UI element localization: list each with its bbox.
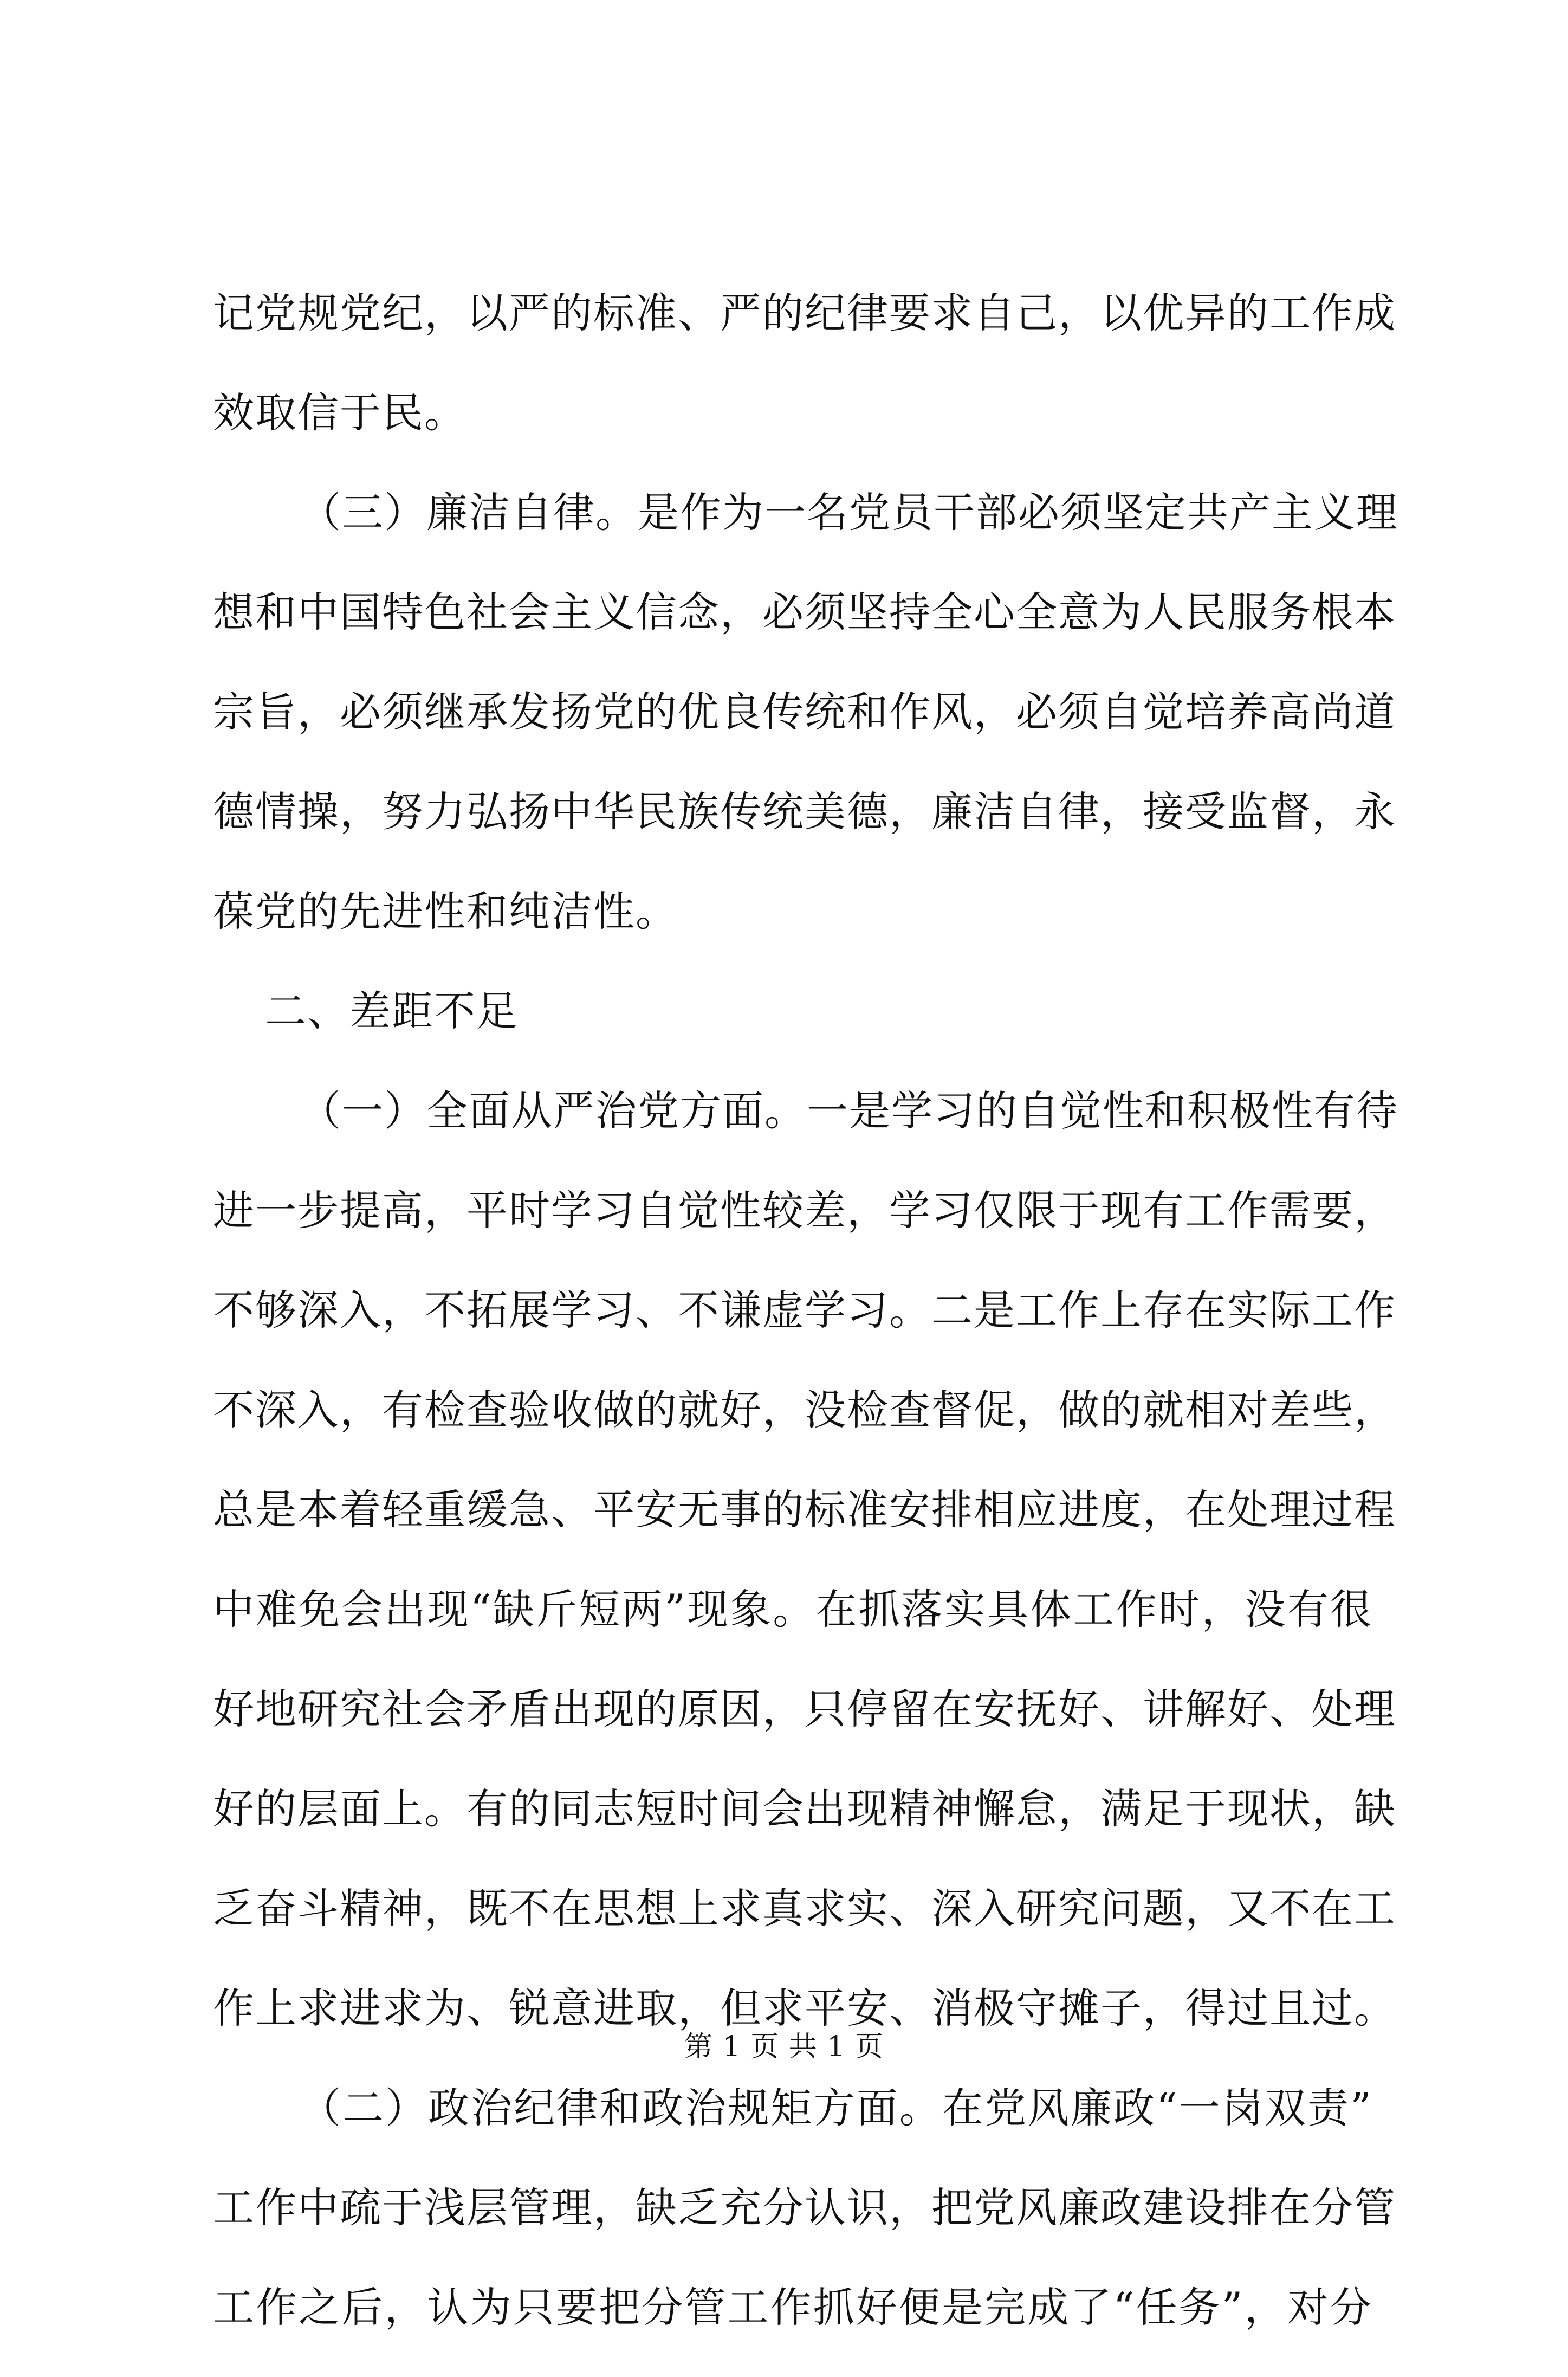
text-line: 二、差距不足	[265, 987, 519, 1035]
text-line: 记党规党纪，以严的标准、严的纪律要求自己，以优异的工作成	[213, 289, 1396, 337]
text-line: 进一步提高，平时学习自觉性较差，学习仅限于现有工作需要，	[213, 1186, 1396, 1235]
text-line: 工作中疏于浅层管理，缺乏充分认识，把党风廉政建设排在分管	[213, 2184, 1396, 2232]
text-line: （三）廉洁自律。是作为一名党员干部必须坚定共产主义理	[300, 488, 1398, 537]
text-line: 宗旨，必须继承发扬党的优良传统和作风，必须自觉培养高尚道	[213, 688, 1396, 736]
text-line: 效取信于民。	[213, 389, 466, 437]
text-line: 不深入，有检查验收做的就好，没检查督促，做的就相对差些，	[213, 1386, 1396, 1434]
text-line: 好的层面上。有的同志短时间会出现精神懈怠，满足于现状，缺	[213, 1785, 1396, 1833]
text-line: （一）全面从严治党方面。一是学习的自觉性和积极性有待	[300, 1087, 1398, 1135]
text-line: 工作之后，认为只要把分管工作抓好便是完成了“任务”，对分	[213, 2283, 1372, 2331]
text-line: 好地研究社会矛盾出现的原因，只停留在安抚好、讲解好、处理	[213, 1685, 1396, 1733]
text-line: 中难免会出现“缺斤短两”现象。在抓落实具体工作时，没有很	[213, 1585, 1372, 1633]
text-line: 想和中国特色社会主义信念，必须坚持全心全意为人民服务根本	[213, 588, 1396, 636]
page-footer: 第 1 页 共 1 页	[684, 2031, 884, 2063]
text-line: 葆党的先进性和纯洁性。	[213, 887, 678, 935]
text-line: 不够深入，不拓展学习、不谦虚学习。二是工作上存在实际工作	[213, 1286, 1396, 1334]
text-line: （二）政治纪律和政治规矩方面。在党风廉政“一岗双责”	[300, 2084, 1372, 2132]
text-line: 作上求进求为、锐意进取，但求平安、消极守摊子，得过且过。	[213, 1984, 1396, 2032]
text-line: 总是本着轻重缓急、平安无事的标准安排相应进度，在处理过程	[213, 1485, 1396, 1534]
text-line: 乏奋斗精神，既不在思想上求真求实、深入研究问题，又不在工	[213, 1884, 1396, 1933]
text-line: 德情操，努力弘扬中华民族传统美德，廉洁自律，接受监督，永	[213, 787, 1396, 836]
